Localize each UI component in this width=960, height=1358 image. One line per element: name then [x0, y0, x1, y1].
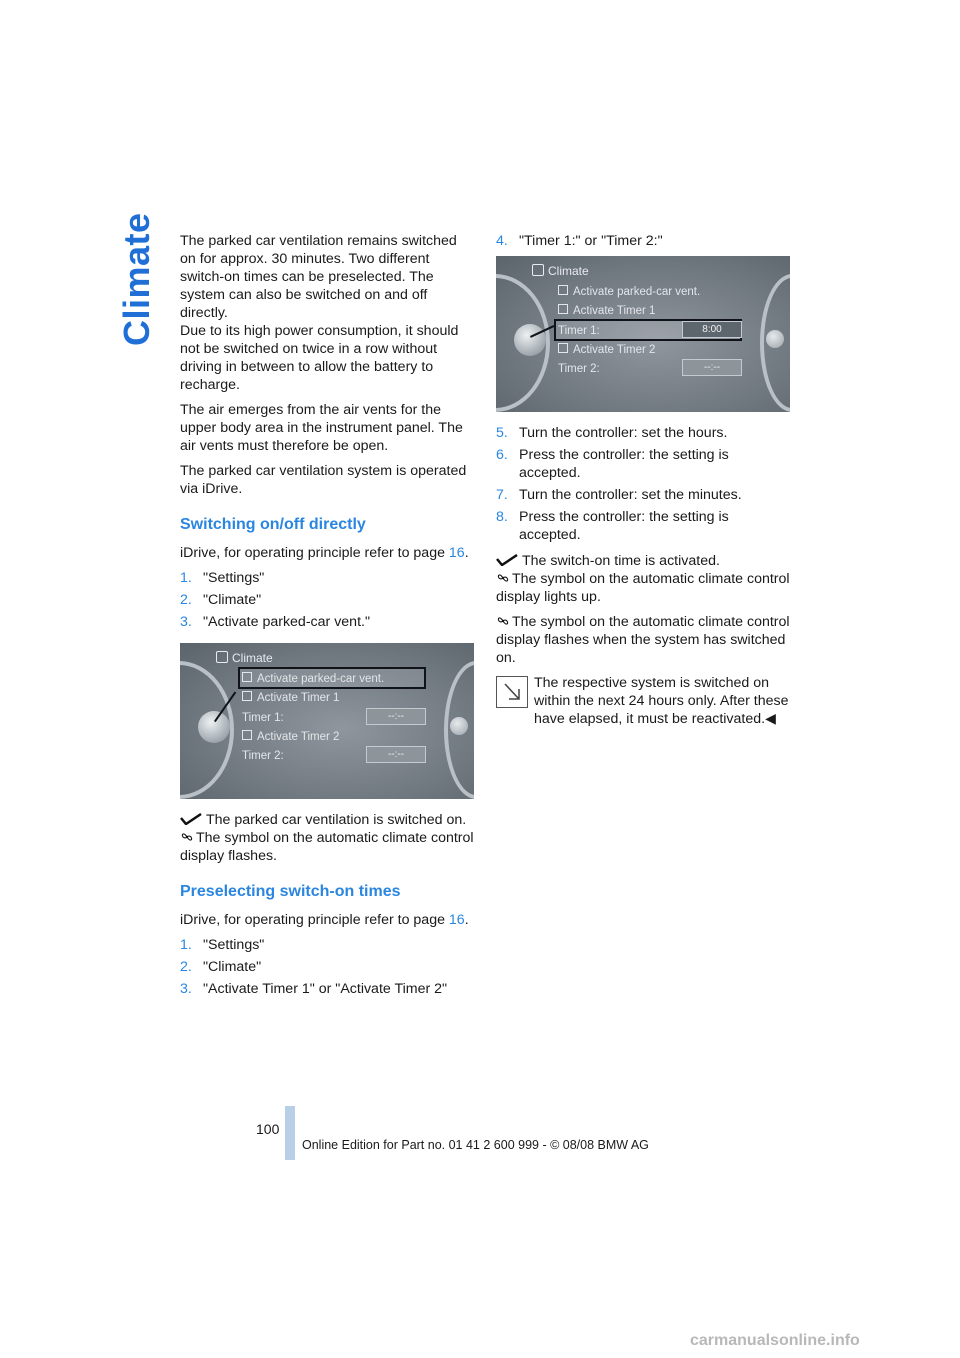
screen-header: Climate [216, 649, 273, 667]
timer2-value: --:-- [366, 746, 426, 763]
idrive-reference: iDrive, for operating principle refer to page 16. [180, 545, 469, 561]
result-line-1: The switch-on time is activated. [496, 552, 790, 570]
steps-list-set-time [496, 424, 790, 544]
right-column [496, 232, 790, 728]
scroll-knob [766, 330, 784, 348]
list-item: 2. "Climate" [180, 959, 262, 975]
result-line-1: The parked car ventilation is switched on. [180, 811, 474, 829]
idrive-screen-timer: Climate Activate parked-car vent. Activate Timer 1 Timer 1: 8:00 Activate Timer 2 Timer 2: --:-- [496, 256, 790, 412]
scroll-knob [450, 717, 468, 735]
result-line-3: The symbol on the automatic climate control display flashes when the system has switched on. [496, 614, 790, 666]
list-item: 1. "Settings" [180, 937, 265, 953]
idrive-screen-activate-vent: Climate Activate parked-car vent. Activate Timer 1 Timer 1: --:-- Activate Timer 2 Timer 2: --:-- [180, 643, 474, 799]
intro-paragraph-4: The parked car ventilation system is operated via iDrive. [180, 463, 467, 497]
ventilation-fan-icon [180, 831, 194, 843]
ventilation-fan-icon [496, 615, 510, 627]
page-link[interactable]: 16 [448, 912, 465, 928]
timer2-value: --:-- [682, 359, 742, 376]
controller-knob [198, 711, 230, 743]
checkmark-icon [496, 554, 518, 566]
intro-paragraph-1: The parked car ventilation remains switched on for approx. 30 minutes. Two different switch-on times can be preselected. The system can also be switched on and off directly. [180, 233, 457, 321]
list-item: 4. "Timer 1:" or "Timer 2:" [496, 233, 663, 249]
side-chapter-title: Climate [116, 212, 157, 346]
result-line-2: The symbol on the automatic climate control display lights up. [496, 571, 790, 605]
intro-paragraph-3: The air emerges from the air vents for the upper body area in the instrument panel. The air vents must therefore be open. [180, 402, 463, 454]
section-heading-preselecting: Preselecting switch-on times [180, 883, 401, 900]
timer1-value: --:-- [366, 708, 426, 725]
list-item: 3. "Activate Timer 1" or "Activate Timer 2" [180, 981, 448, 997]
list-item: 3. "Activate parked-car vent." [180, 614, 370, 630]
idrive-reference: iDrive, for operating principle refer to page 16. [180, 912, 469, 928]
left-column [180, 232, 474, 1004]
note-block [496, 674, 790, 728]
note-arrow-icon [496, 676, 528, 708]
climate-icon [216, 651, 228, 663]
controller-knob [514, 324, 546, 356]
timer1-value: 8:00 [682, 321, 742, 338]
list-item: 8. Press the controller: the setting is accepted. [496, 509, 729, 543]
intro-paragraph-2: Due to its high power consumption, it should not be switched on twice in a row without driving in between to allow the battery to recharge. [180, 323, 459, 393]
page-number: 100 [256, 1121, 280, 1137]
list-item: 1. "Settings" [180, 570, 265, 586]
list-item: 6. Press the controller: the setting is accepted. [496, 447, 729, 481]
list-item: 7. Turn the controller: set the minutes. [496, 487, 742, 503]
steps-list-preselecting [180, 936, 474, 998]
checkmark-icon [180, 813, 202, 825]
ventilation-fan-icon [496, 572, 510, 584]
steps-list-timer [496, 232, 790, 250]
note-text: The respective system is switched on within the next 24 hours only. After these have elapsed, it must be reactivated.◀ [534, 675, 789, 727]
edition-text: Online Edition for Part no. 01 41 2 600 999 - © 08/08 BMW AG [302, 1138, 649, 1152]
list-item: 5. Turn the controller: set the hours. [496, 425, 728, 441]
watermark: carmanualsonline.info [690, 1332, 860, 1349]
screen-header: Climate [532, 262, 589, 280]
climate-icon [532, 264, 544, 276]
section-heading-switching: Switching on/off directly [180, 516, 366, 533]
steps-list-switching [180, 569, 474, 631]
footer-bar [285, 1106, 295, 1160]
result-line-2: The symbol on the automatic climate control display flashes. [180, 830, 474, 864]
list-item: 2. "Climate" [180, 592, 262, 608]
page-link[interactable]: 16 [448, 545, 465, 561]
